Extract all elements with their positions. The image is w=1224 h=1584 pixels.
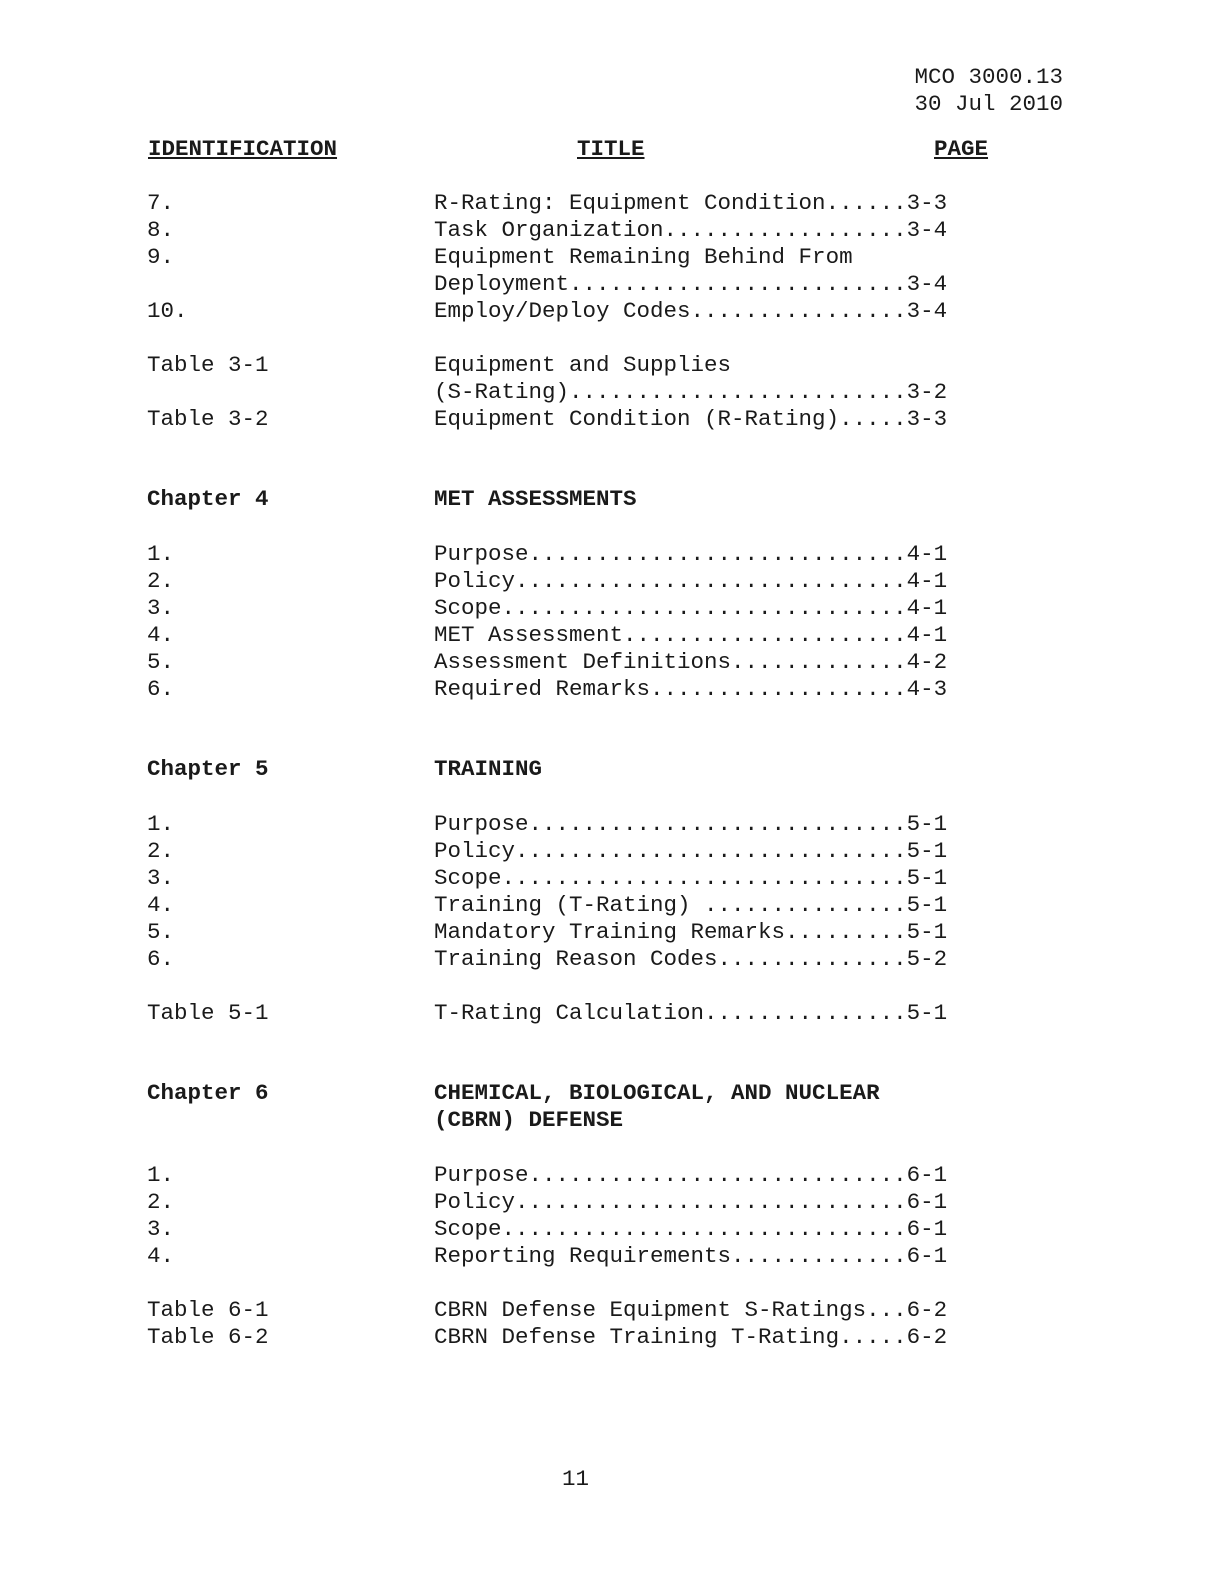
entry-id: 3. <box>147 595 175 621</box>
toc-entry <box>0 190 1224 217</box>
entry-title: Purpose............................6-1 <box>434 1162 948 1188</box>
entry-title: Employ/Deploy Codes................3-4 <box>434 298 948 324</box>
entry-id: 5. <box>147 919 175 945</box>
toc-entry <box>0 892 1224 919</box>
entry-title: Training Reason Codes..............5-2 <box>434 946 948 972</box>
table-title: Equipment and Supplies <box>434 352 732 378</box>
table-title: (S-Rating).........................3-2 <box>434 379 948 405</box>
entry-id: 1. <box>147 811 175 837</box>
toc-table-entry-continuation <box>0 379 1224 406</box>
entry-id: 4. <box>147 892 175 918</box>
chapter-heading <box>0 1080 1224 1107</box>
entry-title: Required Remarks...................4-3 <box>434 676 948 702</box>
chapter-heading <box>0 756 1224 783</box>
chapter-label: Chapter 5 <box>147 756 269 782</box>
toc-entry <box>0 595 1224 622</box>
entry-id: 4. <box>147 1243 175 1269</box>
toc-table-entry <box>0 352 1224 379</box>
toc-table-entry <box>0 406 1224 433</box>
chapter-label: Chapter 6 <box>147 1080 269 1106</box>
entry-id: 2. <box>147 1189 175 1215</box>
toc-entry <box>0 838 1224 865</box>
table-id: Table 5-1 <box>147 1000 269 1026</box>
entry-id: 4. <box>147 622 175 648</box>
toc-entry <box>0 649 1224 676</box>
toc-entry <box>0 568 1224 595</box>
table-id: Table 6-2 <box>147 1324 269 1350</box>
toc-entry <box>0 919 1224 946</box>
toc-entry <box>0 676 1224 703</box>
chapter-label: Chapter 4 <box>147 486 269 512</box>
entry-title: Deployment.........................3-4 <box>434 271 948 297</box>
toc-entry <box>0 811 1224 838</box>
table-title: CBRN Defense Equipment S-Ratings...6-2 <box>434 1297 948 1323</box>
chapter-title: (CBRN) DEFENSE <box>434 1107 624 1133</box>
entry-title: Scope..............................5-1 <box>434 865 948 891</box>
page-number: 11 <box>562 1466 590 1492</box>
table-title: Equipment Condition (R-Rating).....3-3 <box>434 406 948 432</box>
entry-title: Purpose............................4-1 <box>434 541 948 567</box>
chapter-title: MET ASSESSMENTS <box>434 486 637 512</box>
toc-entry <box>0 298 1224 325</box>
entry-id: 8. <box>147 217 175 243</box>
chapter-heading-continuation <box>0 1107 1224 1134</box>
toc-entry <box>0 1162 1224 1189</box>
table-title: CBRN Defense Training T-Rating.....6-2 <box>434 1324 948 1350</box>
entry-title: Assessment Definitions.............4-2 <box>434 649 948 675</box>
toc-entry <box>0 946 1224 973</box>
document-id: MCO 3000.13 <box>914 64 1063 90</box>
toc-entry <box>0 622 1224 649</box>
toc-table-entry <box>0 1324 1224 1351</box>
chapter-title: TRAINING <box>434 756 543 782</box>
entry-id: 2. <box>147 568 175 594</box>
entry-id: 9. <box>147 244 175 270</box>
entry-id: 1. <box>147 1162 175 1188</box>
toc-entry <box>0 1243 1224 1270</box>
entry-title: Reporting Requirements.............6-1 <box>434 1243 948 1269</box>
entry-id: 3. <box>147 1216 175 1242</box>
entry-title: Mandatory Training Remarks.........5-1 <box>434 919 948 945</box>
entry-title: Policy.............................6-1 <box>434 1189 948 1215</box>
entry-title: Policy.............................5-1 <box>434 838 948 864</box>
entry-id: 3. <box>147 865 175 891</box>
chapter-title: CHEMICAL, BIOLOGICAL, AND NUCLEAR <box>434 1080 880 1106</box>
entry-id: 2. <box>147 838 175 864</box>
toc-entry <box>0 1189 1224 1216</box>
toc-entry <box>0 541 1224 568</box>
toc-entry <box>0 217 1224 244</box>
entry-title: Task Organization..................3-4 <box>434 217 948 243</box>
entry-title: R-Rating: Equipment Condition......3-3 <box>434 190 948 216</box>
entry-title: Purpose............................5-1 <box>434 811 948 837</box>
entry-id: 1. <box>147 541 175 567</box>
entry-id: 6. <box>147 946 175 972</box>
title-column-header: TITLE <box>577 136 645 162</box>
identification-column-header: IDENTIFICATION <box>148 136 338 162</box>
table-id: Table 3-1 <box>147 352 269 378</box>
entry-id: 7. <box>147 190 175 216</box>
entry-title: MET Assessment.....................4-1 <box>434 622 948 648</box>
toc-entry <box>0 244 1224 271</box>
table-id: Table 6-1 <box>147 1297 269 1323</box>
entry-title: Scope..............................6-1 <box>434 1216 948 1242</box>
page-column-header: PAGE <box>934 136 989 162</box>
toc-entry <box>0 865 1224 892</box>
entry-id: 10. <box>147 298 188 324</box>
toc-table-entry <box>0 1000 1224 1027</box>
entry-id: 5. <box>147 649 175 675</box>
toc-entry-continuation <box>0 271 1224 298</box>
table-id: Table 3-2 <box>147 406 269 432</box>
table-title: T-Rating Calculation...............5-1 <box>434 1000 948 1026</box>
entry-id: 6. <box>147 676 175 702</box>
toc-entry <box>0 1216 1224 1243</box>
entry-title: Equipment Remaining Behind From <box>434 244 853 270</box>
chapter-heading <box>0 486 1224 513</box>
document-date: 30 Jul 2010 <box>914 91 1063 117</box>
entry-title: Scope..............................4-1 <box>434 595 948 621</box>
entry-title: Training (T-Rating) ...............5-1 <box>434 892 948 918</box>
entry-title: Policy.............................4-1 <box>434 568 948 594</box>
toc-table-entry <box>0 1297 1224 1324</box>
